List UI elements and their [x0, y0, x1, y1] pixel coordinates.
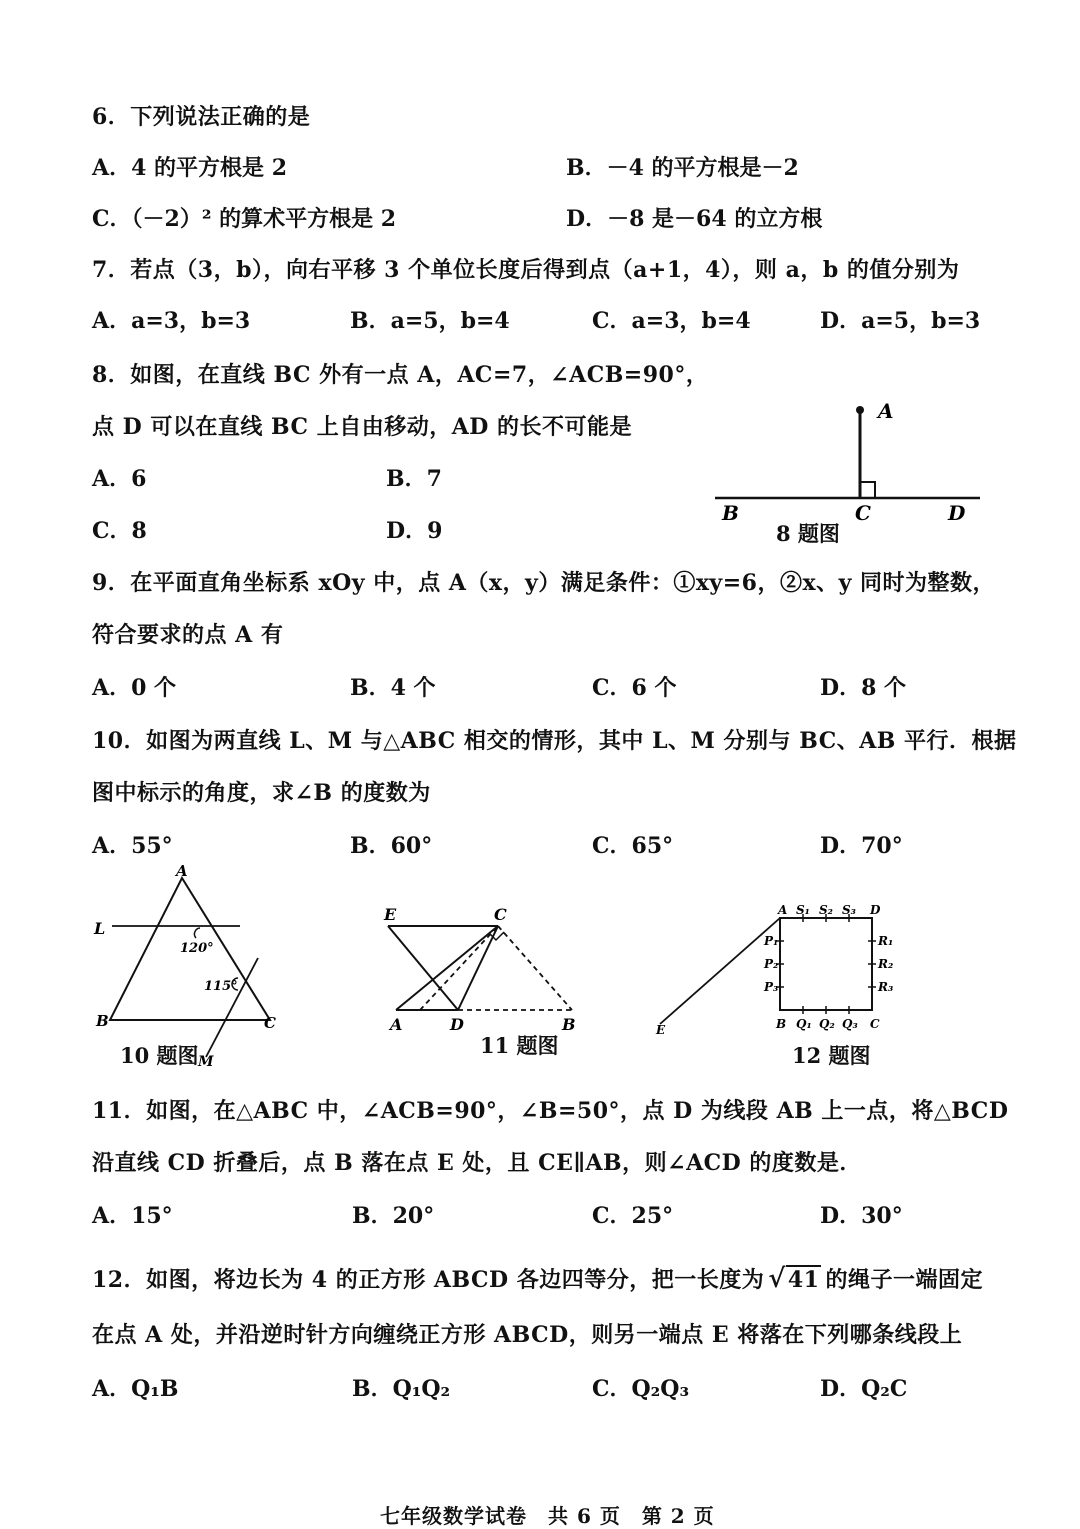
- q12-option-d: D．Q₂C: [820, 1376, 908, 1402]
- q10-angle-arc-1: [194, 928, 200, 938]
- q12-stem-line1: [92, 1264, 983, 1295]
- q10-angle-115: 115°: [204, 979, 238, 994]
- q12-label-q3: Q₃: [842, 1017, 858, 1031]
- q11-segment-cd: [458, 926, 498, 1010]
- q10-label-c: C: [264, 1014, 276, 1032]
- q12-option-b: B．Q₁Q₂: [352, 1376, 451, 1402]
- q8-label-c: C: [855, 501, 871, 525]
- q8-right-angle-mark: [860, 482, 875, 498]
- q9-stem-line2: 符合要求的点 A 有: [92, 622, 284, 648]
- q8-option-d: D．9: [386, 518, 443, 544]
- q9-stem-line1: 9．在平面直角坐标系 xOy 中，点 A（x，y）满足条件：①xy=6，②x、y 同时为整数，: [92, 570, 996, 596]
- q11-option-c: C．25°: [592, 1203, 674, 1229]
- q10-option-a: A．55°: [92, 833, 173, 859]
- q12-label-b: B: [776, 1017, 787, 1031]
- q8-label-b: B: [722, 501, 739, 525]
- q8-caption: 8 题图: [776, 521, 840, 546]
- q10-stem-line1: 10．如图为两直线 L、M 与△ABC 相交的情形，其中 L、M 分别与 BC、AB 平行．根据: [92, 728, 1017, 754]
- q11-dashed-ce: [420, 926, 498, 1010]
- q12-label-c: C: [870, 1017, 880, 1031]
- q7-option-d: D．a=5，b=3: [820, 308, 981, 334]
- q10-option-d: D．70°: [820, 833, 903, 859]
- q7-option-b: B．a=5，b=4: [350, 308, 510, 334]
- q12-label-s2: S₂: [819, 903, 833, 917]
- q12-sqrt-value: 41: [787, 1267, 820, 1293]
- q12-rope-ae: [660, 918, 780, 1024]
- q11-option-a: A．15°: [92, 1203, 173, 1229]
- q10-caption: 10 题图: [120, 1043, 199, 1068]
- q6-stem: 6．下列说法正确的是: [92, 104, 311, 130]
- q12-label-s3: S₃: [842, 903, 856, 917]
- q12-label-r2: R₂: [878, 957, 894, 971]
- q10-label-m: M: [198, 1054, 214, 1070]
- q10-stem-line2: 图中标示的角度，求∠B 的度数为: [92, 780, 431, 806]
- q12-label-a: A: [778, 903, 788, 917]
- q7-stem: 7．若点（3，b），向右平移 3 个单位长度后得到点（a+1，4），则 a，b 的值分别为: [92, 257, 960, 283]
- q8-label-a: A: [878, 399, 894, 423]
- q11-label-a: A: [390, 1015, 403, 1034]
- q7-option-c: C．a=3，b=4: [592, 308, 751, 334]
- q8-figure: [710, 398, 990, 528]
- q12-caption: 12 题图: [792, 1043, 871, 1068]
- q11-caption: 11 题图: [480, 1033, 559, 1058]
- q8-option-a: A．6: [92, 466, 147, 492]
- q12-stem-pre: 12．如图，将边长为 4 的正方形 ABCD 各边四等分，把一长度为: [92, 1267, 765, 1293]
- q11-dashed-cb: [498, 926, 572, 1010]
- q12-sqrt: √41: [768, 1264, 820, 1294]
- q10-option-c: C．65°: [592, 833, 674, 859]
- q10-label-a: A: [176, 862, 188, 880]
- q11-label-c: C: [494, 905, 507, 924]
- q12-label-s1: S₁: [796, 903, 810, 917]
- q12-label-d: D: [870, 903, 881, 917]
- q12-label-r3: R₃: [878, 980, 894, 994]
- q9-option-c: C．6 个: [592, 675, 677, 701]
- q12-label-p2: P₂: [764, 957, 779, 971]
- q10-angle-120: 120°: [180, 941, 214, 956]
- q12-label-q1: Q₁: [796, 1017, 812, 1031]
- q12-label-p3: P₃: [764, 980, 779, 994]
- q6-option-d: D．－8 是－64 的立方根: [566, 206, 823, 232]
- q12-stem-post: 的绳子一端固定: [825, 1267, 983, 1293]
- q9-option-a: A．0 个: [92, 675, 177, 701]
- q8-option-b: B．7: [386, 466, 442, 492]
- page-footer: 七年级数学试卷 共 6 页 第 2 页: [380, 1504, 715, 1528]
- q8-label-d: D: [948, 501, 966, 525]
- q11-stem-line2: 沿直线 CD 折叠后，点 B 落在点 E 处，且 CE∥AB，则∠ACD 的度数是．: [92, 1150, 862, 1176]
- q11-stem-line1: 11．如图，在△ABC 中，∠ACB=90°，∠B=50°，点 D 为线段 AB 上一点，将△BCD: [92, 1098, 1009, 1124]
- q12-option-a: A．Q₁B: [92, 1376, 179, 1402]
- q6-option-a: A．4 的平方根是 2: [92, 155, 288, 181]
- q12-label-p1: P₁: [764, 934, 779, 948]
- q11-option-d: D．30°: [820, 1203, 903, 1229]
- q8-option-c: C．8: [92, 518, 147, 544]
- q11-option-b: B．20°: [352, 1203, 435, 1229]
- q12-figure: [650, 900, 910, 1040]
- q12-label-e: E: [656, 1023, 666, 1037]
- q11-figure: [380, 900, 590, 1040]
- q12-square-abcd: [780, 918, 872, 1010]
- q12-option-c: C．Q₂Q₃: [592, 1376, 690, 1402]
- q12-stem-line2: 在点 A 处，并沿逆时针方向缠绕正方形 ABCD，则另一端点 E 将落在下列哪条线段上: [92, 1322, 963, 1348]
- q8-point-a: [856, 406, 864, 414]
- q6-option-b: B．－4 的平方根是－2: [566, 155, 799, 181]
- q10-label-b: B: [96, 1012, 109, 1030]
- q11-label-e: E: [384, 905, 397, 924]
- q10-option-b: B．60°: [350, 833, 433, 859]
- q8-stem-line1: 8．如图，在直线 BC 外有一点 A，AC=7，∠ACB=90°，: [92, 362, 709, 388]
- q10-line-m: [206, 958, 258, 1057]
- q6-option-c: C．（－2）² 的算术平方根是 2: [92, 206, 397, 232]
- q11-label-d: D: [450, 1015, 464, 1034]
- q12-label-r1: R₁: [878, 934, 894, 948]
- q10-label-l: L: [94, 919, 106, 938]
- q11-label-b: B: [562, 1015, 576, 1034]
- q9-option-d: D．8 个: [820, 675, 907, 701]
- q9-option-b: B．4 个: [350, 675, 436, 701]
- q7-option-a: A．a=3，b=3: [92, 308, 251, 334]
- q12-label-q2: Q₂: [819, 1017, 835, 1031]
- q8-stem-line2: 点 D 可以在直线 BC 上自由移动，AD 的长不可能是: [92, 414, 633, 440]
